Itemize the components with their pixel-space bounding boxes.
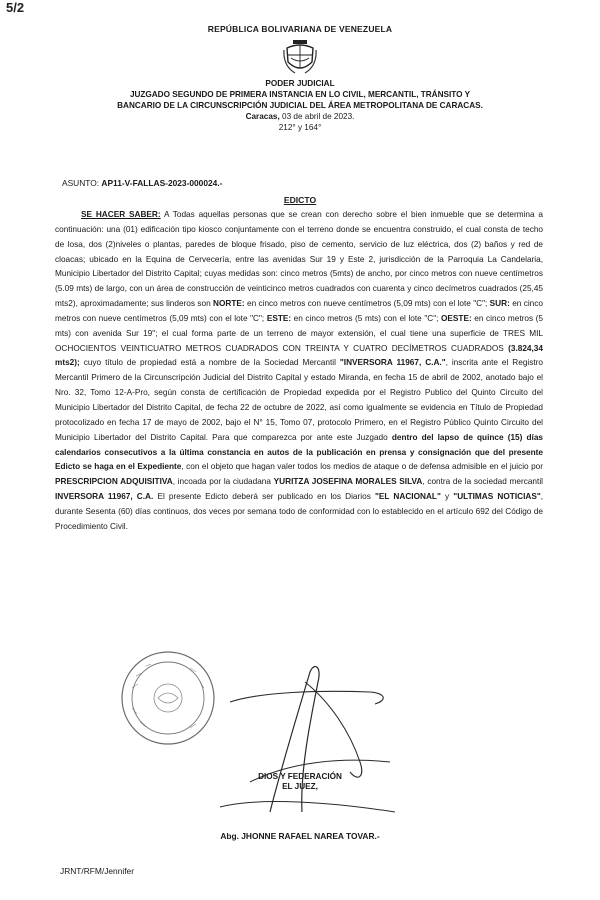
date: 03 de abril de 2023. — [279, 112, 355, 121]
boundary-west: OESTE: — [441, 313, 472, 323]
claim-type: PRESCRIPCION ADQUISITIVA — [55, 477, 173, 487]
case-label: ASUNTO: — [62, 178, 102, 188]
republic-title: REPÚBLICA BOLIVARIANA DE VENEZUELA — [207, 24, 393, 34]
body-text-segment: en cinco metros (5 mts) con el lote "C"; — [291, 313, 441, 323]
body-text-segment: en cinco metros con nueve centímetros (5,09 mts) con el lote "C"; — [244, 299, 490, 309]
court-name-line-1: JUZGADO SEGUNDO DE PRIMERA INSTANCIA EN LO CIVIL, MERCANTIL, TRÁNSITO Y — [129, 90, 471, 99]
handwritten-page-mark: 5/2 — [6, 0, 25, 15]
case-number: AP11-V-FALLAS-2023-000024.- — [101, 178, 223, 188]
plaintiff-name: YURITZA JOSEFINA MORALES SILVA — [273, 477, 423, 487]
boundary-north: NORTE: — [213, 299, 245, 309]
defendant-name: INVERSORA 11967, C.A. — [55, 492, 154, 502]
boundary-east: ESTE: — [266, 313, 292, 323]
body-text-segment: , contra de la sociedad mercantil — [422, 477, 543, 487]
city: Caracas, — [245, 112, 280, 121]
lead-phrase: SE HACER SABER: — [81, 210, 161, 219]
body-text-segment: en cinco metros (5 mts) con avenida Sur 19"; el cual forma parte de un terreno de mayor extensión, el cual tiene una superficie de TRES MIL OCHOCIENTOS VEINTICUATRO METROS CUADRADOS CON TREINTA Y CUATRO DECÍMETROS CUADRADOS — [55, 313, 543, 353]
appearance-term: dentro del lapso de quince (15) días calendarios consecutivos a la última constancia en autos de la publicación en prensa y consignación que del presente Edicto se haga en el Expediente — [55, 432, 543, 472]
boundary-south: SUR: — [489, 299, 510, 309]
newspaper-2: "ULTIMAS NOTICIAS" — [453, 492, 541, 502]
newspaper-1: "EL NACIONAL" — [374, 492, 441, 502]
case-reference — [62, 178, 222, 188]
body-text-segment: cuyo título de propiedad está a nombre de la Sociedad Mercantil — [79, 358, 340, 368]
body-text-segment: El presente Edicto deberá ser publicado en los Diarios — [153, 492, 375, 502]
judge-title: EL JUEZ, — [282, 782, 318, 791]
body-text-segment: , inscrita ante el Registro Mercantil Primero de la Circunscripción Judicial del Distrito Capital y estado Miranda, en fecha 15 de abril de 2002, anotado bajo el Nro. 32, Tomo 12-A-Pro, según consta de certificación de Propiedad expedida por el Registro Publico del Quinto Circuito del Municipio Libertador del Distrito Capital, de fecha 22 de octubre de 2022, así como igualmente se evidencia en Título de Propiedad protocolizado en fecha 17 de mayo de 2002, bajo el N° 15, Tomo 07, protocolo Primero, en el Registro Público Quinto Circuito del Municipio Libertador del Distrito Capital. Para que comparezca por ante este Juzgado — [55, 358, 543, 442]
judicial-power-title: PODER JUDICIAL — [265, 79, 335, 88]
body-text-segment: A Todas aquellas personas que se crean con derecho sobre el bien inmueble que se determina a continuación: una (01) edificación tipo kiosco conjuntamente con el terreno donde se encuentra construido, el cual consta de techo de losa, dos (2)niveles o plantas, paredes de bloque frisado, piso de cemento, servicio de luz eléctrica, dos (2) baños y red de cloacas; ubicado en la Equina de Cervecería, entre las avenidas Sur 19 y Este 2, jurisdicción de la Parroquia La Candelaria, Municipio Libertador del Distrito Capital; cuyas medidas son: cinco metros (5mts) de ancho, por cinco metros con nueve centímetros (5.09 mts) de largo, con un área de construcción de veinticinco metros cuadrados con cuarenta y cinco decímetros cuadrados (25,45 mts2), aproximadamente; sus linderos son — [55, 210, 543, 309]
coat-of-arms-icon — [283, 40, 317, 76]
company-name: "INVERSORA 11967, C.A." — [339, 358, 446, 368]
court-name-line-2: BANCARIO DE LA CIRCUNSCRIPCIÓN JUDICIAL DEL ÁREA METROPOLITANA DE CARACAS. — [117, 101, 483, 110]
edict-body — [55, 208, 543, 535]
document-header — [0, 24, 600, 133]
total-area: (3.824,34 mts2); — [55, 343, 543, 368]
court-seal-stamp-icon — [118, 648, 218, 748]
years-line: 212° y 164° — [278, 123, 322, 132]
judge-signature-icon — [210, 662, 400, 822]
body-text-segment: , con el objeto que hagan valer todos los medios de ataque o de defensa admisible en el juicio por — [181, 462, 543, 472]
judge-name: Abg. JHONNE RAFAEL NAREA TOVAR.- — [220, 831, 380, 841]
motto: DIOS Y FEDERACIÓN — [258, 772, 342, 781]
body-text-segment: y — [440, 492, 454, 502]
drafting-initials: JRNT/RFM/Jennifer — [60, 866, 134, 876]
place-date — [0, 111, 600, 122]
body-text-segment: en cinco metros con nueve centímetros (5,09 mts) con el lote "C"; — [55, 299, 543, 323]
body-text-segment: , durante Sesenta (60) días continuos, dos veces por semana todo de conformidad con lo establecido en el artículo 692 del Código de Procedimiento Civil. — [55, 492, 544, 531]
body-text-segment: , incoada por la ciudadana — [172, 477, 274, 487]
edict-title: EDICTO — [283, 195, 317, 205]
